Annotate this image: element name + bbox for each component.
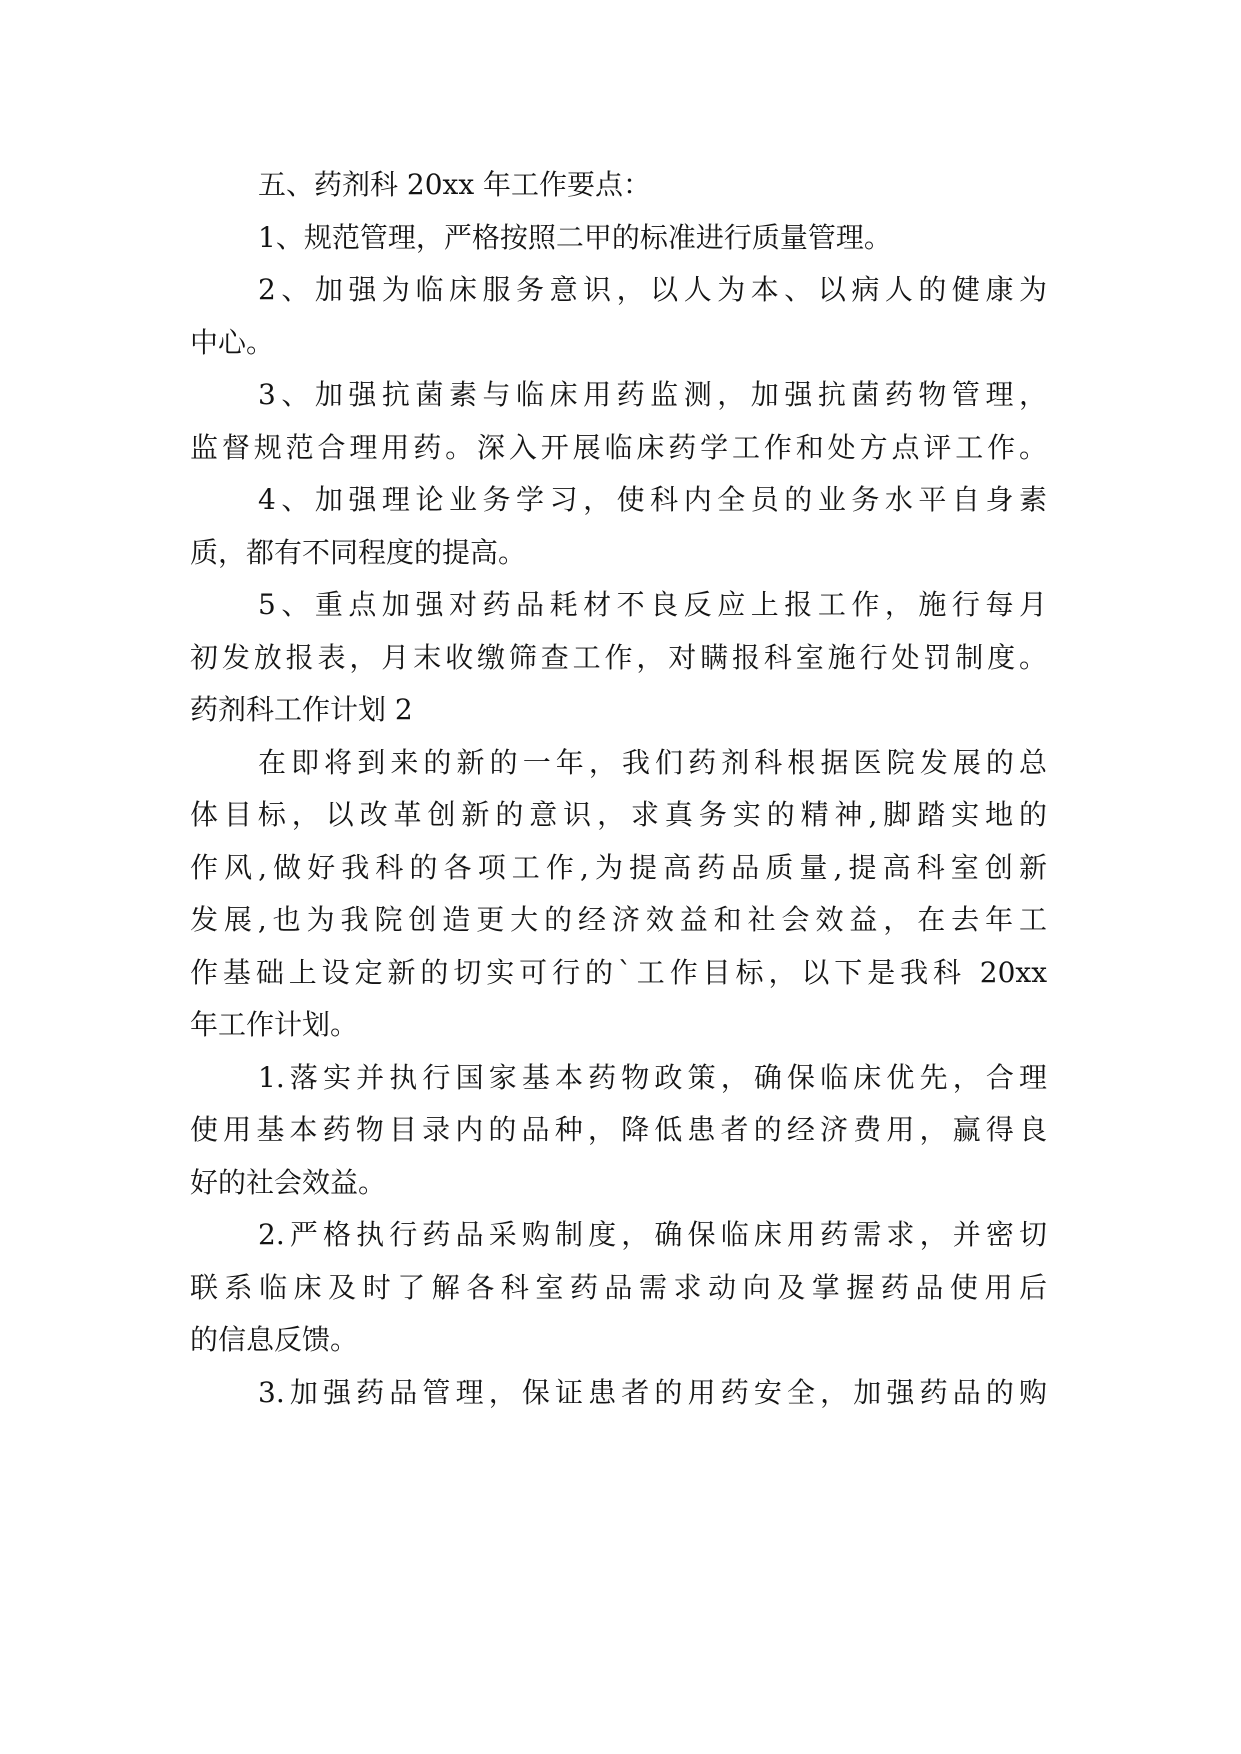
text-line: 监督规范合理用药。深入开展临床药学工作和处方点评工作。 xyxy=(190,430,1047,464)
text-line: 2.严格执行药品采购制度，确保临床用药需求，并密切 xyxy=(258,1218,1047,1251)
paragraph xyxy=(190,737,1047,1052)
text-line: 3、加强抗菌素与临床用药监测，加强抗菌药物管理， xyxy=(258,378,1047,411)
paragraph xyxy=(190,579,1047,684)
text-line: 5、重点加强对药品耗材不良反应上报工作，施行每月 xyxy=(258,588,1047,621)
text-line: 好的社会效益。 xyxy=(190,1165,387,1199)
text-line: 在即将到来的新的一年，我们药剂科根据医院发展的总 xyxy=(258,745,1047,779)
text-line: 中心。 xyxy=(190,325,275,359)
paragraph xyxy=(190,1209,1047,1367)
paragraph xyxy=(190,1367,1047,1420)
text-line: 质，都有不同程度的提高。 xyxy=(190,535,527,569)
paragraph xyxy=(190,369,1047,474)
text-line: 体目标，以改革创新的意识，求真务实的精神,脚踏实地的 xyxy=(190,798,1047,831)
plan-title: 药剂科工作计划 2 xyxy=(190,693,413,726)
text-line: 初发放报表，月末收缴筛查工作，对瞒报科室施行处罚制度。 xyxy=(190,640,1047,674)
text-line: 3.加强药品管理，保证患者的用药安全，加强药品的购 xyxy=(258,1375,1047,1409)
text-line: 4、加强理论业务学习，使科内全员的业务水平自身素 xyxy=(258,483,1047,516)
text-line: 的信息反馈。 xyxy=(190,1323,359,1356)
paragraph xyxy=(190,212,1047,265)
text-line: 作基础上设定新的切实可行的`工作目标，以下是我科 20xx xyxy=(190,955,1047,989)
paragraph xyxy=(190,474,1047,579)
text-line: 年工作计划。 xyxy=(190,1008,359,1041)
text-line: 1、规范管理，严格按照二甲的标准进行质量管理。 xyxy=(258,220,892,254)
text-line: 作风,做好我科的各项工作,为提高药品质量,提高科室创新 xyxy=(190,850,1047,884)
text-line: 使用基本药物目录内的品种，降低患者的经济费用，赢得良 xyxy=(190,1113,1047,1146)
text-line: 联系临床及时了解各科室药品需求动向及掌握药品使用后 xyxy=(190,1270,1047,1304)
text-line: 2、加强为临床服务意识，以人为本、以病人的健康为 xyxy=(258,273,1047,306)
text-line: 1.落实并执行国家基本药物政策，确保临床优先，合理 xyxy=(258,1060,1047,1094)
work-points-section xyxy=(190,159,1047,684)
paragraph xyxy=(190,264,1047,369)
section-heading: 五、药剂科 20xx 年工作要点： xyxy=(258,168,652,201)
plan-section xyxy=(190,684,1047,1419)
paragraph xyxy=(190,1052,1047,1210)
text-line: 发展,也为我院创造更大的经济效益和社会效益，在去年工 xyxy=(190,903,1047,936)
